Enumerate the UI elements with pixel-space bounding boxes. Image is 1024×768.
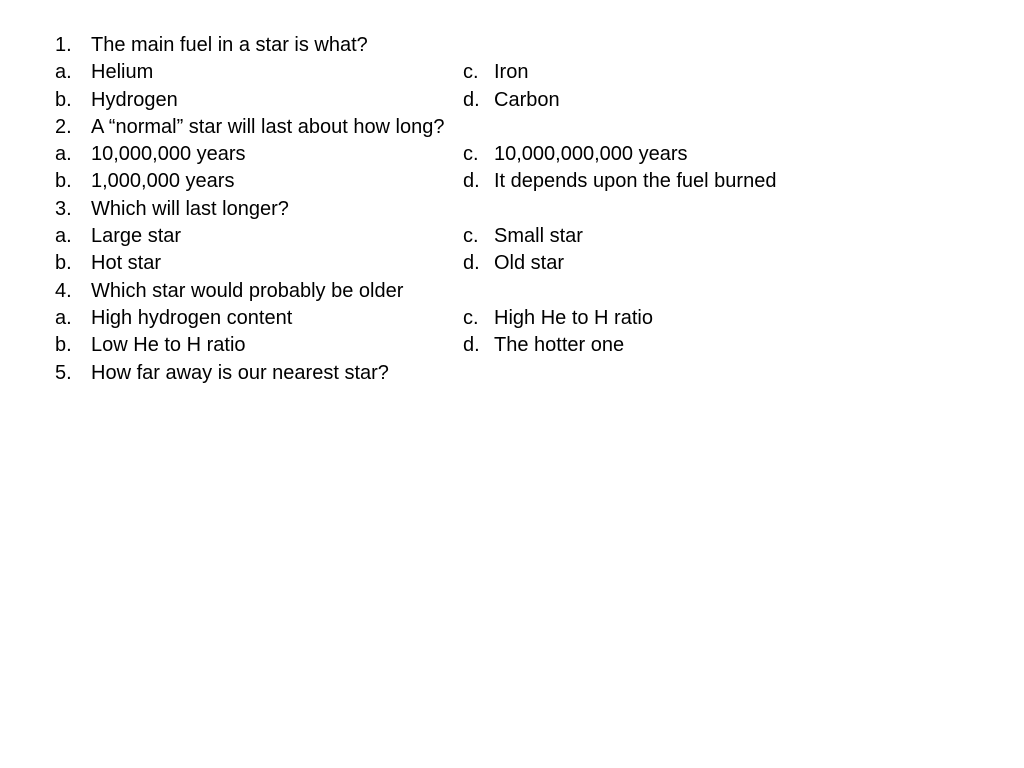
answer-text: 1,000,000 years <box>91 170 235 193</box>
question-row <box>55 196 975 223</box>
question-number: 5. <box>55 361 72 384</box>
answer-text: Old star <box>494 252 565 275</box>
question-text: Which will last longer? <box>91 197 289 220</box>
answer-label: d. <box>463 334 480 357</box>
answer-row <box>55 332 975 359</box>
answer-label: b. <box>55 252 72 275</box>
answer-label: c. <box>463 61 479 84</box>
answer-label: b. <box>55 170 72 193</box>
question-row <box>55 114 975 141</box>
answer-text: 10,000,000,000 years <box>494 143 688 166</box>
question-number: 1. <box>55 34 72 56</box>
answer-label: a. <box>55 143 72 166</box>
answer-text: Small star <box>494 225 583 248</box>
question-text: Which star would probably be older <box>91 279 404 302</box>
answer-row <box>55 250 975 277</box>
answer-text: Iron <box>494 61 529 84</box>
answer-label: b. <box>55 334 72 357</box>
answer-label: a. <box>55 61 72 84</box>
question-text: A “normal” star will last about how long? <box>91 115 445 138</box>
answer-text: 10,000,000 years <box>91 143 246 166</box>
answer-label: c. <box>463 225 479 248</box>
answer-text: Hydrogen <box>91 88 178 111</box>
answer-row <box>55 305 975 332</box>
answer-row <box>55 141 975 168</box>
answer-label: a. <box>55 225 72 248</box>
question-number: 4. <box>55 279 72 302</box>
answer-label: d. <box>463 252 480 275</box>
answer-row <box>55 168 975 195</box>
answer-row <box>55 223 975 250</box>
question-number: 2. <box>55 115 72 138</box>
answer-label: c. <box>463 143 479 166</box>
answer-row <box>55 59 975 86</box>
answer-text: High He to H ratio <box>494 306 653 329</box>
answer-text: It depends upon the fuel burned <box>494 170 777 193</box>
question-row <box>55 360 975 387</box>
answer-label: b. <box>55 88 72 111</box>
question-number: 3. <box>55 197 72 220</box>
answer-text: High hydrogen content <box>91 306 293 329</box>
answer-text: Large star <box>91 225 182 248</box>
question-row <box>55 32 975 59</box>
answer-text: Carbon <box>494 88 560 111</box>
answer-label: d. <box>463 88 480 111</box>
answer-text: The hotter one <box>494 334 625 357</box>
answer-text: Helium <box>91 61 154 84</box>
question-text: How far away is our nearest star? <box>91 361 389 384</box>
answer-text: Hot star <box>91 252 162 275</box>
answer-label: a. <box>55 306 72 329</box>
question-row <box>55 278 975 305</box>
answer-label: c. <box>463 306 479 329</box>
question-text: The main fuel in a star is what? <box>91 34 368 56</box>
answer-row <box>55 87 975 114</box>
question-list <box>55 32 975 387</box>
answer-label: d. <box>463 170 480 193</box>
answer-text: Low He to H ratio <box>91 334 246 357</box>
